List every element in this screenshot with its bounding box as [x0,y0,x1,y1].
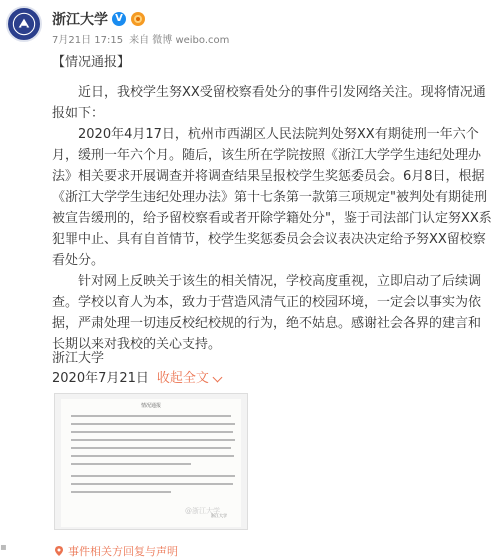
doc-text-line [71,447,231,449]
doc-text-line [71,475,235,477]
post-tag: 【情况通报】 [52,55,131,70]
doc-text-line [71,455,234,457]
zju-logo-icon[interactable] [6,6,42,42]
vip-badge-icon [130,11,146,27]
notice-doc-sign: 浙江大学 [211,513,227,518]
paragraph-intro: 近日，我校学生努XX受留校察看处分的事件引发网络关注。现将情况通报如下： [52,85,486,121]
notice-image[interactable] [54,393,248,530]
doc-text-line [71,431,233,433]
post-signature: 浙江大学 [52,351,105,366]
notice-doc-title: 情况通报 [140,403,161,409]
collapse-label[interactable]: 收起全文 [156,371,209,386]
collapse-full-text-link[interactable] [157,369,221,389]
related-topic-link[interactable] [54,543,178,558]
doc-text-line [71,439,235,441]
post-dateline [52,369,221,389]
username-text[interactable]: 浙江大学 [52,12,108,28]
location-pin-icon [54,546,64,556]
verified-v-icon: V [112,12,126,26]
post-header [0,0,500,56]
post-body [52,52,492,355]
doc-text-line [71,415,231,417]
corner-watermark-fragment: ▪ [0,542,7,553]
post-date: 2020年7月21日 [52,371,149,386]
username[interactable] [52,9,146,29]
post-meta [52,31,229,46]
doc-text-line [71,491,171,493]
related-topic-label[interactable]: 事件相关方回复与声明 [68,545,178,558]
chevron-up-icon [212,372,222,382]
post-source: 来自 微博 weibo.com [129,35,230,46]
paragraph-details: 2020年4月17日，杭州市西湖区人民法院判处努XX有期徒刑一年六个月，缓刑一年六个月。随后，该生所在学院按照《浙江大学学生违纪处理办法》相关要求开展调查并将调查结果呈报校学生奖惩委员会。6月8日，根据《浙江大学学生违纪处理办法》第十七条第一款第三项规定"被判处有期徒刑被宣告缓刑的，给予留校察看或者开除学籍处分"，鉴于司法部门认定努XX系犯罪中止、具有自首情节，校学生奖惩委员会会议表决决定给予努XX留校察看处分。 [52,127,492,268]
timestamp[interactable]: 7月21日 17:15 [52,35,124,46]
doc-text-line [71,483,233,485]
doc-text-line [71,463,191,465]
doc-text-line [71,423,235,425]
image-watermark: @浙江大学 [185,507,220,515]
paragraph-response: 针对网上反映关于该生的相关情况，学校高度重视，立即启动了后续调查。学校以育人为本，致力于营造风清气正的校园环境，一定会以事实为依据，严肃处理一切违反校纪校规的行为，绝不姑息。感谢社会各界的建言和长期以来对我校的关心支持。 [52,274,482,352]
